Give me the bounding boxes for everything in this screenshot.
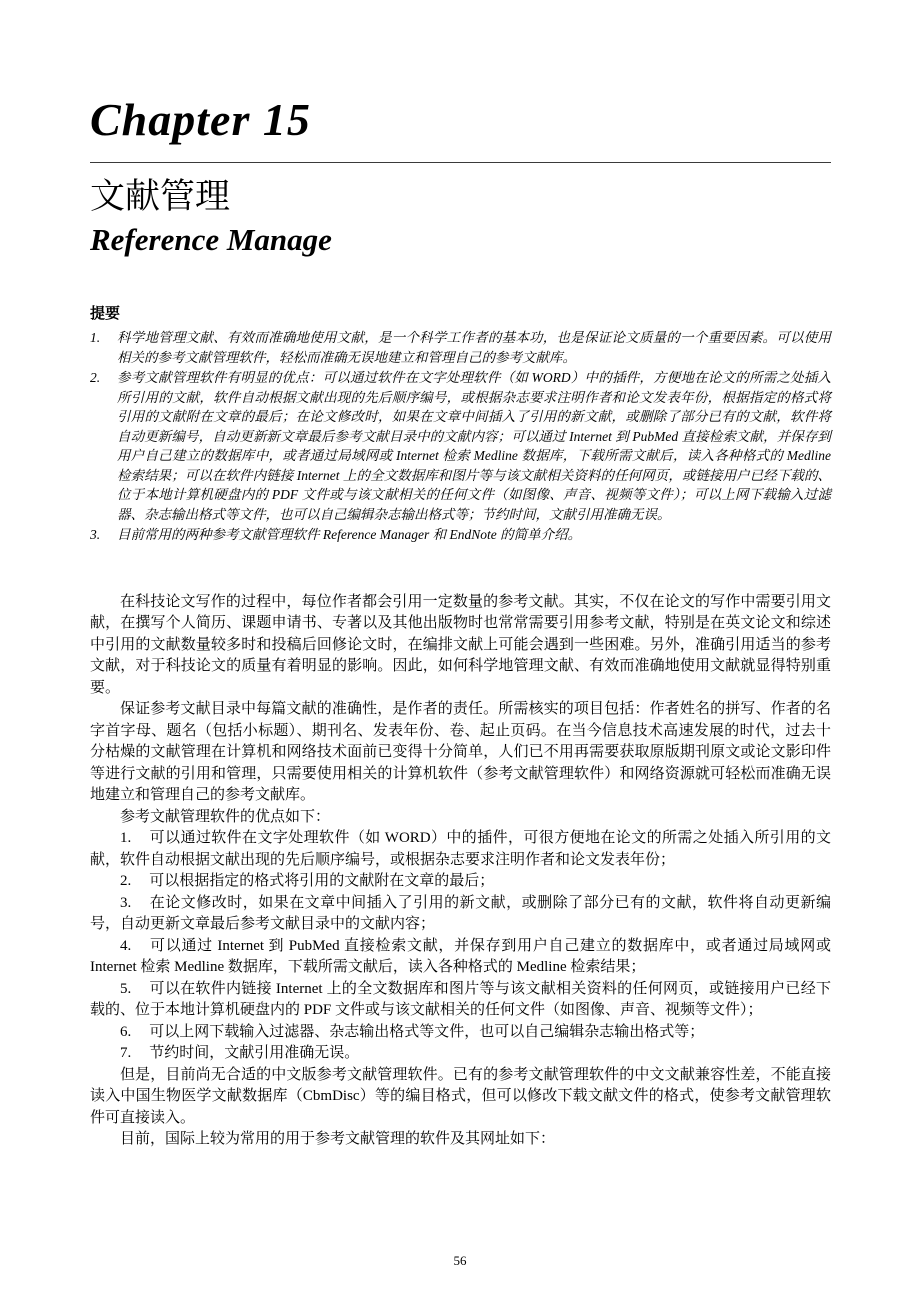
body-point-text: 可以通过软件在文字处理软件（如 WORD）中的插件，可很方便地在论文的所需之处插入所引用的文献，软件自动根据文献出现的先后顺序编号，或根据杂志要求注明作者和论文发表年份； [90, 830, 831, 868]
body-point-number: 4. [120, 937, 132, 954]
body-point-number: 1. [120, 830, 132, 846]
chapter-title-chinese: 文献管理 [90, 177, 231, 216]
summary-item-number: 3. [90, 527, 101, 542]
body-paragraph: 保证参考文献目录中每篇文献的准确性，是作者的责任。所需核实的项目包括：作者姓名的拼写、作者的名字首字母、题名（包括小标题）、期刊名、发表年份、卷、起止页码。在当今信息技术高速发展的时代，过去十分枯燥的文献管理在计算机和网络技术面前已变得十分简单，人们已不用再需要获取原版期刊原文或论文影印件等进行文献的引用和管理，只需要使用相关的计算机软件（参考文献管理软件）和网络资源就可轻松而准确无误地建立和管理自己的参考文献库。 [90, 701, 831, 803]
body-point-text: 可以通过 Internet 到 PubMed 直接检索文献，并保存到用户自己建立的数据库中，或者通过局域网或 Internet 检索 Medline 数据库，下载所需文献后，读入各种格式的 Medline 检索结果； [90, 937, 831, 975]
body-point-number: 2. [120, 873, 132, 889]
summary-item [90, 368, 831, 524]
body-point-text: 节约时间，文献引用准确无误。 [149, 1045, 360, 1061]
body-paragraph: 参考文献管理软件的优点如下： [120, 808, 331, 825]
body-point [90, 936, 831, 979]
body-point [90, 979, 831, 1022]
summary-item-text: 参考文献管理软件有明显的优点：可以通过软件在文字处理软件（如 WORD）中的插件，方便地在论文的所需之处插入所引用的文献，软件自动根据文献出现的先后顺序编号，或根据杂志要求注明作者和论文发表年份，根据指定的格式将引用的文献附在文章的最后；在论文修改时，如果在文章中间插入了引用的新文献，或删除了部分已有的文献，软件将自动更新编号，自动更新新文章最后参考文献目录中的文献内容；可以通过 Internet 到 PubMed 直接检索文献，并保存到用户自己建立的数据库中，或者通过局域网或 Internet 检索 Medline 数据库，下载所需文献后，读入各种格式的 Medline 检索结果；可以在软件内链接 Internet 上的全文数据库和图片等与该文献相关资料的任何网页，或链接用户已经下载的、位于本地计算机硬盘内的 PDF 文件或与该文献相关的任何文件（如图像、声音、视频等文件）；可以上网下载输入过滤器、杂志输出格式等文件，也可以自己编辑杂志输出格式等；节约时间，文献引用准确无误。 [117, 370, 831, 522]
body-point-text: 可以根据指定的格式将引用的文献附在文章的最后； [149, 873, 495, 889]
body-point [90, 828, 831, 871]
body-point-number: 7. [120, 1045, 132, 1061]
body-point-text: 可以在软件内链接 Internet 上的全文数据库和图片等与该文献相关资料的任何网页，或链接用户已经下载的、位于本地计算机硬盘内的 PDF 文件或与该文献相关的任何文件（如图像、声音、视频等文件）； [90, 980, 831, 1018]
body-paragraph: 在科技论文写作的过程中，每位作者都会引用一定数量的参考文献。其实，不仅在论文的写作中需要引用文献，在撰写个人简历、课题申请书、专著以及其他出版物时也常常需要引用参考文献，特别是在英文论文和综述中引用的文献数量较多时和投稿后回修论文时，在编排文献上可能会遇到一些困难。另外，准确引用适当的参考文献，对于科技论文的质量有着明显的影响。因此，如何科学地管理文献、有效而准确地使用文献就显得特别重要。 [90, 593, 831, 696]
summary-heading: 提要 [90, 306, 121, 322]
chapter-divider [90, 162, 831, 163]
body-paragraph: 目前，国际上较为常用的用于参考文献管理的软件及其网址如下： [120, 1131, 556, 1147]
summary-item [90, 328, 831, 367]
summary-item-text: 目前常用的两种参考文献管理软件 Reference Manager 和 EndNote 的简单介绍。 [117, 527, 582, 542]
body-point-number: 6. [120, 1023, 132, 1040]
body-point [90, 893, 831, 936]
body-point-text: 可以上网下载输入过滤器、杂志输出格式等文件，也可以自己编辑杂志输出格式等； [149, 1023, 705, 1040]
page-content [90, 0, 831, 1151]
page-number: 56 [453, 1253, 467, 1268]
body-point [90, 871, 831, 893]
summary-item-text: 科学地管理文献、有效而准确地使用文献，是一个科学工作者的基本功，也是保证论文质量的一个重要因素。可以使用相关的参考文献管理软件，轻松而准确无误地建立和管理自己的参考文献库。 [117, 330, 831, 365]
body-point-number: 5. [120, 980, 132, 997]
body-point [90, 1022, 831, 1044]
body-point-number: 3. [120, 894, 132, 911]
summary-item-number: 1. [90, 330, 101, 345]
body-paragraph: 但是，目前尚无合适的中文版参考文献管理软件。已有的参考文献管理软件的中文文献兼容性差，不能直接读入中国生物医学文献数据库（CbmDisc）等的编目格式，但可以修改下载文献文件的格式，使参考文献管理软件可直接读入。 [90, 1066, 831, 1126]
body-text [90, 592, 831, 1151]
summary-item-number: 2. [90, 370, 101, 385]
summary-list [90, 328, 831, 545]
chapter-heading: Chapter 15 [90, 94, 311, 145]
chapter-title-english: Reference Manage [90, 222, 332, 257]
body-point [90, 1043, 831, 1065]
body-point-text: 在论文修改时，如果在文章中间插入了引用的新文献，或删除了部分已有的文献，软件将自动更新编号，自动更新文章最后参考文献目录中的文献内容； [90, 894, 831, 932]
summary-item [90, 525, 831, 545]
